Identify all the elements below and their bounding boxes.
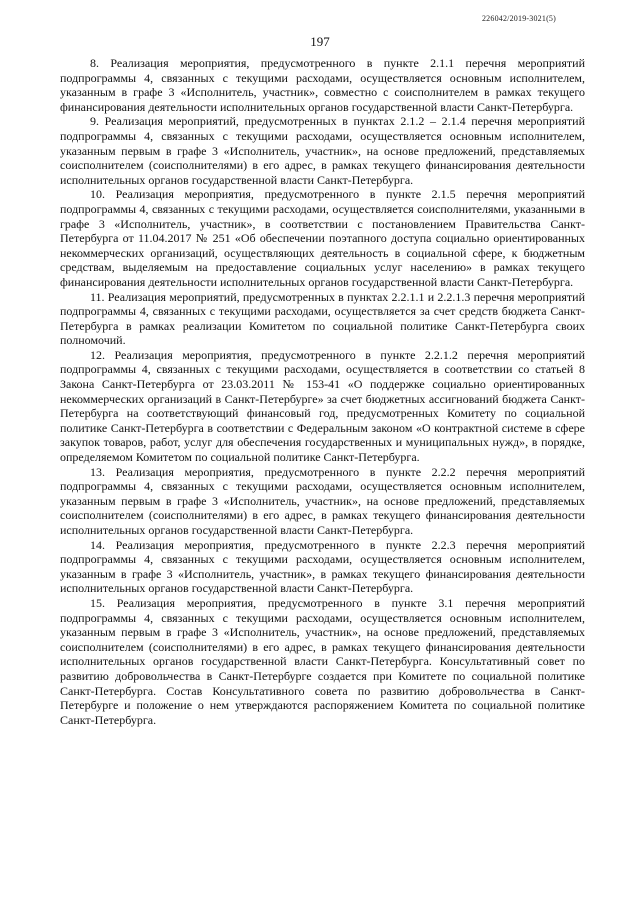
document-body [60,56,585,727]
paragraph-9: 9. Реализация мероприятий, предусмотренных в пунктах 2.1.2 – 2.1.4 перечня мероприятий подпрограммы 4, связанных с текущими расходами, осуществляется основным исполнителем, указанным первым в графе 3 «Исполнитель, участник», на основе предложений, представляемых соисполнителем (соисполнителями) в его адрес, в рамках текущего финансирования деятельности исполнительных органов государственной власти Санкт-Петербурга. [60,114,585,187]
paragraph-13: 13. Реализация мероприятия, предусмотренного в пункте 2.2.2 перечня мероприятий подпрограммы 4, связанных с текущими расходами, осуществляется основным исполнителем, указанным первым в графе 3 «Исполнитель, участник», на основе предложений, представляемых соисполнителем (соисполнителями) в его адрес, в рамках текущего финансирования деятельности исполнительных органов государственной власти Санкт-Петербурга. [60,464,585,537]
paragraph-8: 8. Реализация мероприятия, предусмотренного в пункте 2.1.1 перечня мероприятий подпрограммы 4, связанных с текущими расходами, осуществляется основным исполнителем, указанным в графе 3 «Исполнитель, участник», совместно с соисполнителем в рамках текущего финансирования деятельности исполнительных органов государственной власти Санкт-Петербурга. [60,56,585,114]
paragraph-10: 10. Реализация мероприятия, предусмотренного в пункте 2.1.5 перечня мероприятий подпрограммы 4, связанных с текущими расходами, осуществляется соисполнителями, указанными в графе 3 «Исполнитель, участник», в соответствии с постановлением Правительства Санкт-Петербурга от 11.04.2017 № 251 «Об обеспечении поэтапного доступа социально ориентированных некоммерческих организаций, осуществляющих деятельность в социальной сфере, к бюджетным средствам, выделяемым на предоставление социальных услуг населению» в рамках текущего финансирования деятельности исполнительных органов государственной власти Санкт-Петербурга. [60,187,585,289]
paragraph-12: 12. Реализация мероприятия, предусмотренного в пункте 2.2.1.2 перечня мероприятий подпрограммы 4, связанных с текущими расходами, осуществляется в соответствии со статьей 8 Закона Санкт-Петербурга от 23.03.2011 № 153-41 «О поддержке социально ориентированных некоммерческих организаций в Санкт-Петербурге» за счет бюджетных ассигнований бюджета Санкт-Петербурга на соответствующий финансовый год, предусмотренных Комитету по социальной политике Санкт-Петербурга в соответствии с Федеральным законом «О контрактной системе в сфере закупок товаров, работ, услуг для обеспечения государственных и муниципальных нужд», в порядке, определяемом Комитетом по социальной политике Санкт-Петербурга. [60,347,585,465]
paragraph-14: 14. Реализация мероприятия, предусмотренного в пункте 2.2.3 перечня мероприятий подпрограммы 4, связанных с текущими расходами, осуществляется основным исполнителем, указанным в графе 3 «Исполнитель, участник», в рамках текущего финансирования деятельности исполнительных органов государственной власти Санкт-Петербурга. [60,537,585,596]
page-number: 197 [310,34,330,49]
document-number: 226042/2019-3021(5) [481,14,556,23]
paragraph-15: 15. Реализация мероприятия, предусмотренного в пункте 3.1 перечня мероприятий подпрограммы 4, связанных с текущими расходами, осуществляется основным исполнителем, указанным первым в графе 3 «Исполнитель, участник», на основе предложений, представляемых соисполнителем (соисполнителями) в его адрес, в рамках текущего финансирования деятельности исполнительных органов государственной власти Санкт-Петербурга. Консультативный совет по развитию добровольчества в Санкт-Петербурге создается при Комитете по социальной политике Санкт-Петербурга. Состав Консультативного совета по развитию добровольчества в Санкт-Петербурге и положение о нем утверждаются распоряжением Комитета по социальной политике Санкт-Петербурга. [60,595,585,727]
paragraph-11: 11. Реализация мероприятий, предусмотренных в пунктах 2.2.1.1 и 2.2.1.3 перечня мероприятий подпрограммы 4, связанных с текущими расходами, осуществляется за счет средств бюджета Санкт-Петербурга в рамках реализации Комитетом по социальной политике Санкт-Петербурга своих полномочий. [60,289,585,348]
